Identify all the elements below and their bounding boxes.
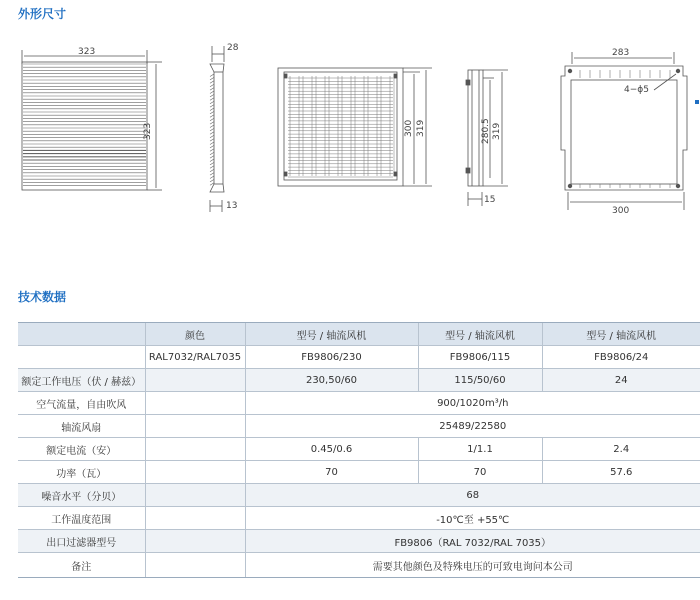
table-row	[18, 346, 700, 369]
table-header-cell: 型号 / 轴流风机	[542, 323, 700, 346]
table-cell	[145, 415, 245, 438]
table-row	[18, 438, 700, 461]
table-cell: 1/1.1	[418, 438, 542, 461]
fig5-bottom-label: 300	[612, 206, 630, 216]
table-row	[18, 392, 700, 415]
row-label: 功率（瓦）	[18, 461, 145, 484]
table-row	[18, 415, 700, 438]
table-cell: FB9806/24	[542, 346, 700, 369]
row-label: 额定工作电压（伏 / 赫兹）	[18, 369, 145, 392]
table-row	[18, 553, 700, 578]
cutout-drawing	[561, 52, 687, 210]
table-row	[18, 484, 700, 507]
row-label: 额定电流（安）	[18, 438, 145, 461]
table-header-cell: 型号 / 轴流风机	[245, 323, 418, 346]
dimension-drawings	[0, 26, 700, 226]
table-cell	[145, 438, 245, 461]
table-cell: 115/50/60	[418, 369, 542, 392]
table-header-cell: 型号 / 轴流风机	[418, 323, 542, 346]
table-cell: FB9806/115	[418, 346, 542, 369]
row-label: 空气流量，自由吹风	[18, 392, 145, 415]
table-cell: 24	[542, 369, 700, 392]
table-cell: 0.45/0.6	[245, 438, 418, 461]
fig2-top-label: 28	[227, 43, 239, 53]
row-label: 噪音水平（分贝）	[18, 484, 145, 507]
side-profile-drawing	[210, 46, 224, 212]
table-cell	[145, 484, 245, 507]
table-cell	[145, 392, 245, 415]
table-cell: 57.6	[542, 461, 700, 484]
fig4-outer-label: 319	[492, 122, 502, 140]
table-cell: 需要其他颜色及特殊电压的可致电询问本公司	[245, 553, 700, 578]
fig1-height-label: 323	[143, 122, 153, 140]
table-cell: 230,50/60	[245, 369, 418, 392]
table-cell	[145, 461, 245, 484]
table-cell: 25489/22580	[245, 415, 700, 438]
tech-data-section-title: 技术数据	[18, 290, 67, 304]
fig3-outer-label: 319	[416, 119, 426, 137]
table-row	[18, 369, 700, 392]
table-cell	[145, 530, 245, 553]
row-label: 轴流风扇	[18, 415, 145, 438]
fig4-inner-label: 280.5	[481, 118, 491, 144]
front-view-drawing	[22, 50, 162, 190]
fig5-holes-label: 4−ϕ5	[624, 85, 649, 95]
table-cell	[145, 369, 245, 392]
fig1-width-label: 323	[78, 47, 96, 57]
fig3-inner-label: 300	[404, 119, 414, 137]
table-header-cell	[18, 323, 145, 346]
fig5-top-label: 283	[612, 48, 630, 58]
table-cell: -10℃至 +55℃	[245, 507, 700, 530]
table-cell: 70	[418, 461, 542, 484]
table-row	[18, 461, 700, 484]
table-cell: 900/1020m³/h	[245, 392, 700, 415]
table-header-cell: 颜色	[145, 323, 245, 346]
table-cell	[145, 507, 245, 530]
fig4-bottom-label: 15	[484, 195, 496, 205]
row-label: 工作温度范围	[18, 507, 145, 530]
table-cell: FB9806（RAL 7032/RAL 7035）	[245, 530, 700, 553]
row-label	[18, 346, 145, 369]
table-cell: 2.4	[542, 438, 700, 461]
decorative-marker	[695, 100, 699, 104]
table-cell: 70	[245, 461, 418, 484]
table-row	[18, 530, 700, 553]
table-cell: RAL7032/RAL7035	[145, 346, 245, 369]
fig2-bottom-label: 13	[226, 201, 238, 211]
table-cell: FB9806/230	[245, 346, 418, 369]
row-label: 备注	[18, 553, 145, 578]
table-header-row	[18, 323, 700, 346]
tech-spec-table	[18, 322, 700, 578]
row-label: 出口过滤器型号	[18, 530, 145, 553]
table-cell: 68	[245, 484, 700, 507]
table-cell	[145, 553, 245, 578]
dimensions-section-title: 外形尺寸	[18, 7, 67, 21]
table-row	[18, 507, 700, 530]
